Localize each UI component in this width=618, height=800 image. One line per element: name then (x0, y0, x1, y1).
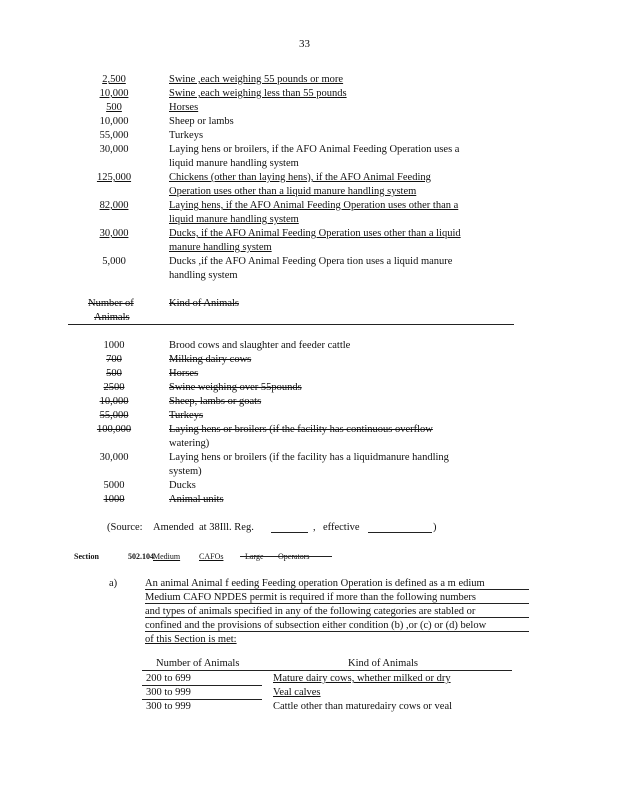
source-comma: , (313, 522, 316, 533)
old-header-kind: Kind of Animals (169, 298, 239, 309)
old-header-number: Number of (88, 298, 134, 309)
section-cafos: CAFOs (199, 552, 224, 561)
source-reg: at 38Ill. Reg. (199, 522, 254, 533)
medium-header-kind: Kind of Animals (348, 658, 418, 669)
table-row-kind-cont: handling system (169, 270, 238, 281)
table-row-kind-cont: watering) (169, 438, 210, 449)
table-row-number: 2,500 (102, 74, 126, 85)
para-underline (145, 589, 529, 590)
table-row-number: 200 to 699 (146, 673, 191, 684)
section-medium: Medium (153, 552, 181, 561)
table-row-number: 500 (106, 368, 122, 379)
table-row-kind: Ducks (169, 480, 196, 491)
table-row-number: 30,000 (99, 144, 129, 155)
source-open: (Source: (107, 522, 143, 533)
source-amended: Amended (153, 522, 194, 533)
table-row-kind: Swine ,each weighing 55 pounds or more (169, 74, 344, 85)
table-row-kind-cont: manure handling system (169, 242, 272, 253)
table-row-number: 55,000 (99, 410, 129, 421)
source-blank-1 (271, 532, 308, 533)
source-effective: effective (323, 522, 360, 533)
table-row-kind: Laying hens, if the AFO Animal Feeding Operation uses other than a (169, 200, 459, 211)
section-number: 502.104 (128, 552, 154, 561)
table-row-number: 30,000 (99, 452, 129, 463)
table-row-kind: Chickens (other than laying hens), if the AFO Animal Feeding (169, 172, 431, 183)
table-row-kind: Ducks ,if the AFO Animal Feeding Opera tion uses a liquid manure (169, 256, 453, 267)
table-row-kind: Veal calves (273, 687, 321, 698)
para-line: confined and the provisions of subsection either condition (b) ,or (c) or (d) below (145, 620, 487, 631)
table-row-number: 700 (106, 354, 122, 365)
table-row-kind-cont: system) (169, 466, 202, 477)
table-row-number: 300 to 999 (146, 687, 191, 698)
table-row-number: 10,000 (99, 396, 129, 407)
old-header-rule (68, 324, 514, 325)
table-row-number: 1000 (103, 494, 125, 505)
table-row-kind: Laying hens or broilers (if the facility has a liquidmanure handling (169, 452, 449, 463)
table-row-kind: Turkeys (169, 130, 204, 141)
table-row-kind: Brood cows and slaughter and feeder cattle (169, 340, 351, 351)
table-row-number: 55,000 (99, 130, 129, 141)
table-row-number: 30,000 (99, 228, 129, 239)
para-underline (145, 603, 529, 604)
table-row-number: 5000 (103, 480, 125, 491)
para-underline (145, 617, 529, 618)
para-line: and types of animals specified in any of the following categories are stabled or (145, 606, 476, 617)
table-row-kind: Sheep or lambs (169, 116, 234, 127)
source-blank-2 (368, 532, 432, 533)
table-row-kind-cont: liquid manure handling system (169, 214, 299, 225)
table-row-kind: Swine ,each weighing less than 55 pounds (169, 88, 347, 99)
table-row-kind-cont: liquid manure handling system (169, 158, 299, 169)
medium-header-number: Number of Animals (156, 658, 240, 669)
table-row-kind: Laying hens or broilers, if the AFO Animal Feeding Operation uses a (169, 144, 460, 155)
table-row-number: 500 (106, 102, 122, 113)
table-row-number: 300 to 999 (146, 701, 191, 712)
table-row-kind: Laying hens or broilers (if the facility has continuous overflow (169, 424, 433, 435)
table-row-number: 10,000 (99, 116, 129, 127)
table-row-kind: Swine weighing over 55pounds (169, 382, 302, 393)
table-row-kind-cont: Operation uses other than a liquid manure handling system (169, 186, 417, 197)
table-row-kind: Animal units (169, 494, 224, 505)
table-row-number: 100,000 (96, 424, 132, 435)
table-row-kind: Ducks, if the AFO Animal Feeding Operation uses other than a liquid (169, 228, 461, 239)
table-row-number: 82,000 (99, 200, 129, 211)
para-line: of this Section is met: (145, 634, 237, 645)
table-row-kind: Horses (169, 368, 199, 379)
table-row-number: 2500 (103, 382, 125, 393)
table-row-kind: Turkeys (169, 410, 204, 421)
table-row-number: 5,000 (102, 256, 126, 267)
para-underline (145, 631, 529, 632)
section-rule (240, 556, 332, 557)
old-header-animals: Animals (94, 312, 130, 323)
table-row-number: 1000 (103, 340, 125, 351)
para-line: An animal Animal f eeding Feeding operation Operation is defined as a m edium (145, 578, 485, 589)
table-row-number: 125,000 (96, 172, 132, 183)
table-row-kind: Milking dairy cows (169, 354, 252, 365)
section-label: Section (74, 552, 99, 561)
page-number: 33 (299, 38, 310, 50)
source-close: ) (433, 522, 437, 533)
table-row-kind: Horses (169, 102, 199, 113)
para-line: Medium CAFO NPDES permit is required if more than the following numbers (145, 592, 477, 603)
table-row-kind: Mature dairy cows, whether milked or dry (273, 673, 451, 684)
table-row-kind: Cattle other than maturedairy cows or veal (273, 701, 453, 712)
table-row-number: 10,000 (99, 88, 129, 99)
para-letter: a) (109, 578, 118, 589)
table-row-kind: Sheep, lambs or goats (169, 396, 262, 407)
medium-header-rule (142, 670, 512, 671)
